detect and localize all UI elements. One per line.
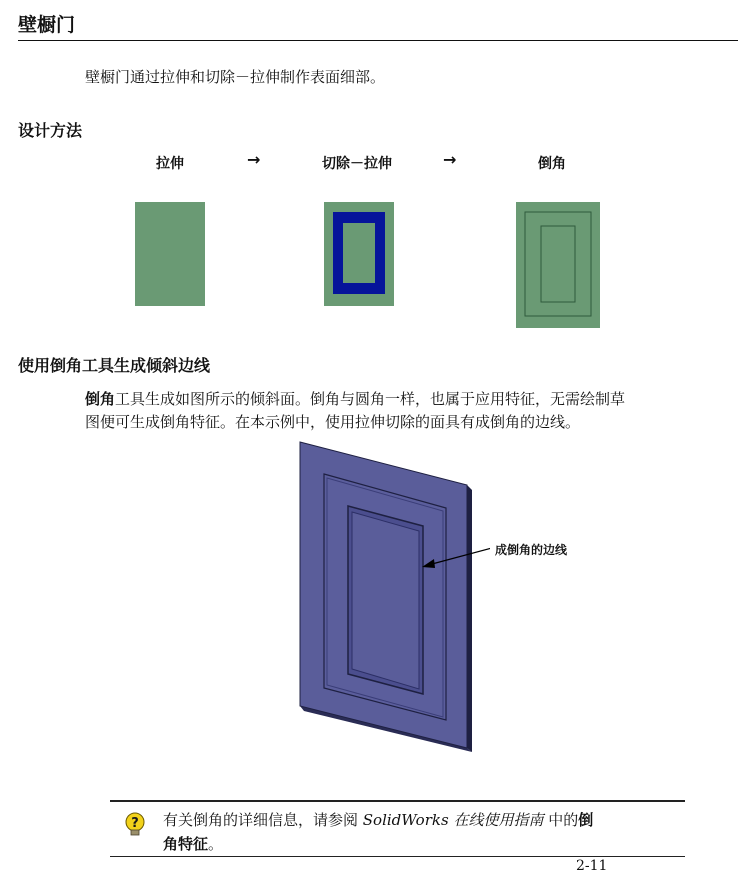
extrude-panel xyxy=(135,202,205,306)
design-method-heading: 设计方法 xyxy=(18,121,83,140)
chamfered-edge-callout: 成倒角的边线 xyxy=(495,543,568,557)
chamfer-tool-heading: 使用倒角工具生成倾斜边线 xyxy=(18,356,211,375)
note-guide-name: 在线使用指南 xyxy=(448,811,544,829)
svg-text:?: ? xyxy=(131,816,139,831)
step-arrow-2: → xyxy=(443,150,457,169)
step-label-extrude: 拉伸 xyxy=(156,156,184,172)
note-text xyxy=(163,808,683,856)
step-arrow-1: → xyxy=(247,150,261,169)
chamfer-paragraph xyxy=(85,388,745,434)
note-bottom-rule xyxy=(110,856,685,857)
note-suffix: 。 xyxy=(208,835,224,853)
cut-extrude-panel xyxy=(324,202,394,306)
cabinet-door-figure xyxy=(280,430,490,760)
chamfer-term: 倒角 xyxy=(85,390,116,408)
intro-text: 壁橱门通过拉伸和切除－拉伸制作表面细部。 xyxy=(85,68,386,86)
note-mid: 中的 xyxy=(543,811,579,829)
page-number: 2-11 xyxy=(576,858,608,874)
paragraph-line2: 图便可生成倒角特征。在本示例中，使用拉伸切除的面具有成倒角的边线。 xyxy=(85,413,581,431)
note-top-rule xyxy=(110,800,685,802)
paragraph-line1: 工具生成如图所示的倾斜面。倒角与圆角一样，也属于应用特征，无需绘制草 xyxy=(115,390,626,408)
step-label-cut-extrude: 切除－拉伸 xyxy=(322,156,392,172)
chamfer-panel xyxy=(516,202,600,328)
note-prefix: 有关倒角的详细信息，请参阅 xyxy=(163,811,363,829)
page-title: 壁橱门 xyxy=(18,14,76,36)
step-label-chamfer: 倒角 xyxy=(538,156,566,172)
note-term-1: 倒 xyxy=(578,811,594,829)
note-term-2: 角特征 xyxy=(163,835,209,853)
lightbulb-question-icon xyxy=(124,812,146,838)
design-steps-figure xyxy=(0,0,750,340)
note-app-name: SolidWorks xyxy=(362,811,449,829)
